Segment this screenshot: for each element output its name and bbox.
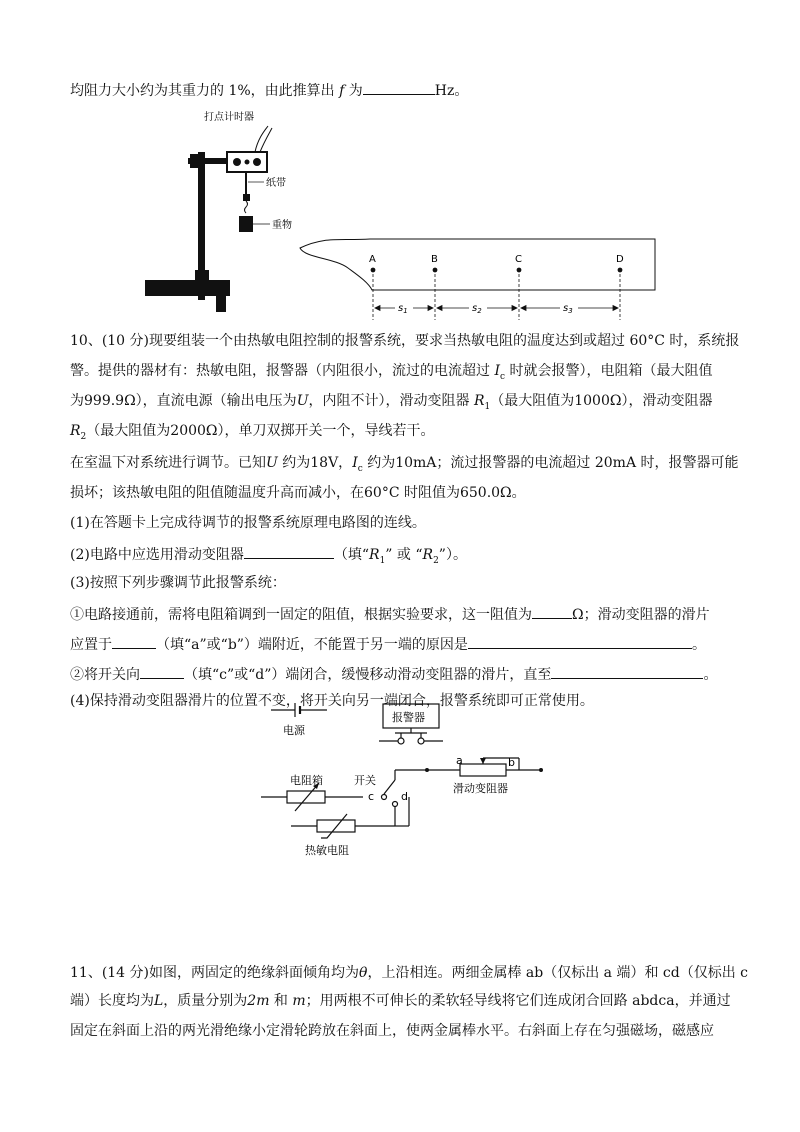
- q10-line-1: 10、(10 分)现要组装一个由热敏电阻控制的报警系统，要求当热敏电阻的温度达到或超过 60°C 时，系统报: [70, 333, 740, 349]
- seg-s1: $s_1$: [398, 303, 408, 315]
- thermistor-label: 热敏电阻: [305, 844, 349, 857]
- q10-line-11: 应置于 （填“a”或“b”）端附近，不能置于另一端的原因是 。: [70, 634, 706, 654]
- q11-line-3: 固定在斜面上沿的两光滑绝缘小定滑轮跨放在斜面上，使两金属棒水平。右斜面上存在匀强磁场，磁感应: [70, 1023, 714, 1039]
- answer-blank-rheostat[interactable]: [244, 544, 334, 559]
- tape-point-C: [517, 268, 522, 273]
- tape-label: 纸带: [266, 178, 286, 189]
- figure-alarm-circuit: [255, 700, 555, 865]
- q11-line-1: 11、(14 分)如图，两固定的绝缘斜面倾角均为θ，上沿相连。两细金属棒 ab（仅标出 a 端）和 cd（仅标出 c: [70, 965, 749, 981]
- answer-blank-ab[interactable]: [112, 634, 156, 649]
- q10-line-4: $R_2$（最大阻值为2000Ω），单刀双掷开关一个，导线若干。: [70, 423, 435, 442]
- q10-line-3: 为999.9Ω），直流电源（输出电压为U，内阻不计），滑动变阻器 $R_1$（最大阻值为1000Ω），滑动变阻器: [70, 393, 713, 412]
- q10-line-12: ②将开关向 （填“c”或“d”）端闭合，缓慢移动滑动变阻器的滑片，直至 。: [70, 664, 717, 684]
- q10-line-8: (2)电路中应选用滑动变阻器 （填“$R_1$” 或 “$R_2$”）。: [70, 544, 467, 570]
- timer-label: 打点计时器: [204, 112, 254, 123]
- terminal-a: a: [456, 754, 463, 767]
- q9-tail-line: 均阻力大小约为其重力的 1%，由此推算出 f 为 Hz。: [70, 80, 468, 100]
- seg-s2: $s_2$: [472, 303, 482, 315]
- q10-line-5: 在室温下对系统进行调节。已知U 约为18V，$I_c$ 约为10mA；流过报警器的电流超过 20mA 时，报警器可能: [70, 455, 739, 474]
- figure-timer-apparatus: [140, 108, 670, 323]
- tape-point-A: [371, 268, 376, 273]
- terminal-c: c: [368, 790, 375, 803]
- q10-line-6: 损坏；该热敏电阻的阻值随温度升高而减小，在60°C 时阻值为650.0Ω。: [70, 485, 526, 501]
- terminal-b: b: [508, 756, 515, 769]
- tape-point-D: [618, 268, 623, 273]
- q10-line-7: (1)在答题卡上完成待调节的报警系统原理电路图的连线。: [70, 515, 426, 531]
- label-A: A: [369, 254, 376, 265]
- weight-label: 重物: [272, 220, 292, 231]
- switch-label: 开关: [354, 774, 376, 787]
- q10-line-9: (3)按照下列步骤调节此报警系统：: [70, 575, 286, 591]
- q11-line-2: 端）长度均为L，质量分别为2m 和 m；用两根不可伸长的柔软轻导线将它们连成闭合回路 abdca，并通过: [70, 993, 731, 1009]
- label-D: D: [616, 254, 624, 265]
- alarm-label: 报警器: [392, 711, 425, 724]
- q10-line-10: ①电路接通前，需将电阻箱调到一固定的阻值，根据实验要求，这一阻值为 Ω；滑动变阻器的滑片: [70, 604, 710, 624]
- answer-blank-reason[interactable]: [468, 634, 692, 649]
- terminal-d: d: [401, 790, 408, 803]
- answer-blank-until[interactable]: [551, 664, 703, 679]
- label-B: B: [431, 254, 438, 265]
- q10-line-2: 警。提供的器材有：热敏电阻，报警器（内阻很小，流过的电流超过 $I_c$ 时就会报警），电阻箱（最大阻值: [70, 363, 713, 382]
- tape-point-B: [433, 268, 438, 273]
- power-label: 电源: [283, 724, 305, 737]
- rheostat-label: 滑动变阻器: [453, 782, 508, 795]
- label-C: C: [515, 254, 522, 265]
- answer-blank-resistance[interactable]: [532, 604, 572, 619]
- answer-blank-cd[interactable]: [140, 664, 184, 679]
- seg-s3: $s_3$: [563, 303, 573, 315]
- answer-blank-f[interactable]: [363, 80, 435, 95]
- q10-line-13: (4)保持滑动变阻器滑片的位置不变，将开关向另一端闭合，报警系统即可正常使用。: [70, 693, 594, 709]
- resistance-box-label: 电阻箱: [290, 774, 323, 787]
